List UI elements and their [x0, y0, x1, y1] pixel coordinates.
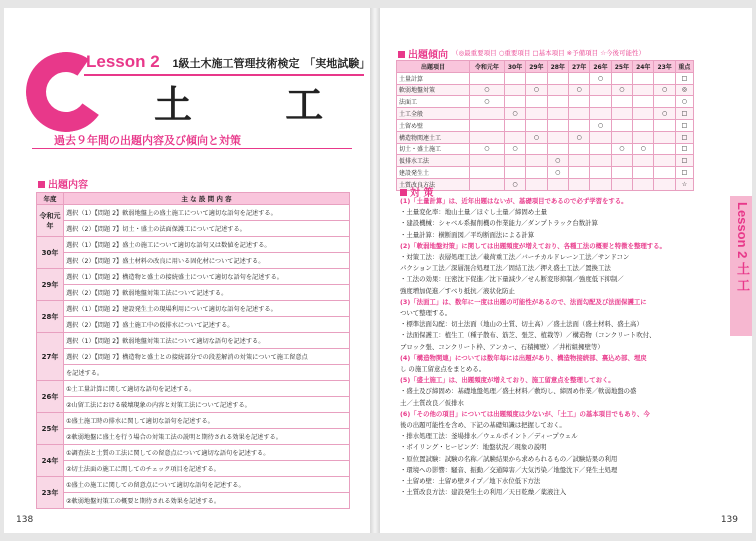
measure-line: ついて整理する。: [400, 309, 452, 318]
measure-line: ・環境への影響：騒音、振動／交通障害／大気汚染／地盤沈下／発生土処理: [400, 465, 618, 474]
year-cell: 29年: [37, 269, 64, 301]
trend-mark: ○: [526, 84, 547, 96]
trend-mark: [568, 155, 589, 167]
trend-mark: [504, 72, 525, 84]
trend-mark: [526, 119, 547, 131]
trend-mark: ○: [470, 143, 505, 155]
trend-mark: [547, 178, 568, 190]
lesson-label: Lesson 2: [86, 52, 160, 71]
question-cell: ①調査法と土質の工法に関しての留意点について適切な語句を記述する。: [64, 445, 350, 461]
trend-mark: [611, 119, 632, 131]
headline-rule: [32, 148, 352, 149]
trend-item-name: 土留め壁: [397, 119, 470, 131]
trend-mark: [590, 167, 611, 179]
trend-mark: ○: [470, 84, 505, 96]
trend-row: [397, 167, 694, 179]
table-row: [37, 221, 350, 237]
trend-mark: [611, 131, 632, 143]
trend-mark: [470, 119, 505, 131]
square-icon: [398, 51, 405, 58]
trend-mark: [547, 72, 568, 84]
measure-line: ・土留め壁：土留め壁タイプ／地下水位低下方法: [400, 477, 541, 486]
trend-mark: [526, 155, 547, 167]
measures-text: [400, 196, 720, 498]
measure-line: ・工法の効果：圧密沈下促進／沈下量減少／せん断変形抑制／強度低下抑制／: [400, 275, 624, 284]
trend-mark: [504, 119, 525, 131]
measure-line: し の施工留意点をまとめる。: [400, 365, 486, 374]
trend-mark: [470, 167, 505, 179]
trend-mark: [504, 167, 525, 179]
trend-mark: [568, 108, 589, 120]
big-title: 土 工: [154, 82, 364, 127]
question-cell: ①土工量計算に関して適切な語句を記述する。: [64, 381, 350, 397]
measure-line: ・排水処理工法：釜場排水／ウェルポイント／ディープウェル: [400, 432, 578, 441]
trend-mark: □: [675, 108, 693, 120]
trend-mark: [590, 143, 611, 155]
trend-item-name: 建設発生土: [397, 167, 470, 179]
question-cell: 選択（2）【問題 7】構造物と盛土との接続部分での段差解消の対策について施工留意点: [64, 349, 350, 365]
trend-mark: [547, 84, 568, 96]
trend-mark: □: [675, 167, 693, 179]
trend-row: [397, 143, 694, 155]
trend-row: [397, 155, 694, 167]
trend-row: [397, 96, 694, 108]
left-page: [4, 8, 370, 533]
year-cell: 25年: [37, 413, 64, 445]
trend-mark: [526, 108, 547, 120]
content-table: [36, 192, 350, 509]
measure-line: ・対策工法：表層処理工法／載荷重工法／バーチカルドレーン工法／サンドコン: [400, 253, 630, 262]
trend-mark: [611, 167, 632, 179]
measure-line: ・建設機械：シャベル系掘削機の作業能力／ダンプトラック台数計算: [400, 219, 598, 228]
trend-mark: [633, 178, 654, 190]
question-cell: 選択（2）【問題 7】盛土施工中の仮排水について記述する。: [64, 317, 350, 333]
trend-mark: [526, 167, 547, 179]
table-row: [37, 301, 350, 317]
trend-mark: [590, 108, 611, 120]
trend-mark: ○: [611, 143, 632, 155]
measure-line: ・土量計算：横断面図／平均断面法による計算: [400, 230, 535, 239]
measure-line: ・標準法面勾配：切土法面（地山の土質、切土高）／盛土法面（盛土材料、盛土高）: [400, 320, 643, 329]
table-row: [37, 285, 350, 301]
trend-mark: [633, 155, 654, 167]
question-cell: ②軟弱地盤に盛土を行う場合の対策工法の説明と期待される効果を記述する。: [64, 429, 350, 445]
table-row: [37, 365, 350, 381]
trend-item-name: 土質改良方法: [397, 178, 470, 190]
trend-title: 出題傾向: [398, 46, 448, 61]
book-gutter: [370, 8, 380, 533]
trend-mark: ○: [675, 96, 693, 108]
trend-mark: [568, 96, 589, 108]
trend-mark: [470, 108, 505, 120]
right-page: [380, 8, 752, 533]
table-row: [37, 205, 350, 221]
trend-mark: □: [675, 131, 693, 143]
trend-mark: [568, 167, 589, 179]
table-row: [37, 461, 350, 477]
trend-mark: [547, 131, 568, 143]
trend-mark: ○: [547, 155, 568, 167]
measure-line: 土／土質改良／仮排水: [400, 398, 464, 407]
trend-item-name: 構造物関連土工: [397, 131, 470, 143]
question-cell: 選択（2）【問題 7】軟弱地盤対策工法について記述する。: [64, 285, 350, 301]
measure-line: (3)「法面工」は、数年に一度は出題の可能性があるので、法面勾配及び法面保護工に: [400, 297, 647, 306]
trend-mark: [654, 143, 675, 155]
trend-row: [397, 108, 694, 120]
question-cell: 選択（1）【問題 2】軟弱地盤上の盛土施工について適切な語句を記述する。: [64, 205, 350, 221]
measure-line: ・原位置試験：試験の名称／試験結果から求められるもの／試験結果の利用: [400, 454, 618, 463]
measure-line: 後の出題可能性を含め、下記の基礎知識は把握しておく。: [400, 421, 566, 430]
trend-mark: □: [675, 72, 693, 84]
trend-mark: [633, 167, 654, 179]
trend-mark: [470, 131, 505, 143]
question-cell: 選択（1）【問題 2】盛土の施工について適切な語句又は数値を記述する。: [64, 237, 350, 253]
trend-mark: [526, 72, 547, 84]
trend-item-name: 仮排水工法: [397, 155, 470, 167]
trend-mark: [504, 96, 525, 108]
year-cell: 24年: [37, 445, 64, 477]
trend-mark: [654, 155, 675, 167]
trend-mark: [547, 96, 568, 108]
table-row: [37, 429, 350, 445]
measure-line: ・盛土及び締固め：基礎地盤処理／盛土材料／敷均し、締固め作業／軟弱地盤の盛: [400, 387, 637, 396]
measure-line: 強度増加促進／すべり抵抗／液状化防止: [400, 286, 515, 295]
question-cell: 選択（2）【問題 7】盛土材料の改良に用いる固化材について記述する。: [64, 253, 350, 269]
trend-mark: [654, 72, 675, 84]
page-number-left: 138: [16, 515, 34, 525]
trend-mark: [547, 108, 568, 120]
measure-line: (6)「その他の項目」については出題頻度は少ないが、「土工」の基本項目でもあり、今: [400, 409, 650, 418]
question-cell: 選択（1）【問題 2】建設発生土の現場利用について適切な語句を記述する。: [64, 301, 350, 317]
measure-line: パクション工法／深層混合処理工法／固結工法／押え盛土工法／置換工法: [400, 264, 611, 273]
question-cell: ①盛土施工時の排水に関して適切な語句を記述する。: [64, 413, 350, 429]
trend-mark: ○: [504, 108, 525, 120]
trend-col-head: 29年: [526, 61, 547, 73]
year-cell: 27年: [37, 333, 64, 381]
table-row: [37, 493, 350, 509]
measure-line: (1)「土量計算」は、近年出題はないが、基礎項目であるので必ず学習をする。: [400, 197, 628, 205]
table-row: [37, 397, 350, 413]
trend-mark: ◎: [675, 84, 693, 96]
trend-mark: [633, 96, 654, 108]
table-row: [37, 333, 350, 349]
table-head-year: 年度: [37, 193, 64, 205]
trend-col-head: 重点: [675, 61, 693, 73]
trend-table: [396, 60, 694, 191]
table-row: [37, 269, 350, 285]
question-cell: 選択（1）【問題 2】軟弱地盤対策工法について適切な語句を記述する。: [64, 333, 350, 349]
trend-mark: [526, 96, 547, 108]
year-cell: 30年: [37, 237, 64, 269]
table-row: [37, 317, 350, 333]
trend-mark: [590, 84, 611, 96]
trend-mark: [526, 178, 547, 190]
trend-mark: ○: [526, 131, 547, 143]
table-row: [37, 253, 350, 269]
trend-mark: [547, 119, 568, 131]
trend-mark: [504, 131, 525, 143]
trend-mark: [590, 131, 611, 143]
measure-line: ・法面保護工：植生工（種子散布、筋芝、張芝、植栽等）／構造物（コンクリート吹付、: [400, 331, 656, 340]
section-title: 出題内容: [38, 176, 88, 191]
trend-mark: [568, 178, 589, 190]
trend-col-head: 26年: [590, 61, 611, 73]
subtitle: 1級土木施工管理技術検定: [172, 58, 300, 70]
measure-line: ・ボイリング・ヒービング：地盤状況／現象の説明: [400, 443, 547, 452]
trend-mark: [470, 178, 505, 190]
trend-mark: ○: [470, 96, 505, 108]
trend-mark: ○: [611, 84, 632, 96]
trend-mark: [654, 119, 675, 131]
trend-mark: □: [675, 143, 693, 155]
trend-mark: ○: [568, 84, 589, 96]
trend-col-head: 27年: [568, 61, 589, 73]
trend-mark: ○: [568, 131, 589, 143]
side-tab: Lesson 2 土 工: [730, 196, 752, 336]
trend-mark: [504, 84, 525, 96]
trend-mark: ☆: [675, 178, 693, 190]
trend-row: [397, 84, 694, 96]
measure-line: ブロック張、コンクリート枠、アンカー、石積擁壁）／井桁組擁壁等）: [400, 342, 604, 351]
year-cell: 23年: [37, 477, 64, 509]
trend-mark: ○: [504, 143, 525, 155]
measure-line: ・土質改良方法：建設発生土の利用／天日乾燥／薬液注入: [400, 488, 567, 497]
trend-mark: [611, 96, 632, 108]
trend-mark: ○: [547, 167, 568, 179]
trend-row: [397, 72, 694, 84]
trend-mark: [611, 178, 632, 190]
question-cell: ②山留工法における破壊現象の内容と対策工法について記述する。: [64, 397, 350, 413]
trend-col-head: 令和元年: [470, 61, 505, 73]
trend-mark: [654, 96, 675, 108]
trend-item-name: 切土・盛土施工: [397, 143, 470, 155]
table-row: [37, 445, 350, 461]
table-row: [37, 477, 350, 493]
table-row: [37, 237, 350, 253]
trend-mark: [633, 119, 654, 131]
trend-mark: [504, 155, 525, 167]
trend-row: [397, 119, 694, 131]
trend-mark: [568, 143, 589, 155]
trend-mark: [590, 96, 611, 108]
trend-mark: ○: [654, 108, 675, 120]
trend-item-name: 土工全般: [397, 108, 470, 120]
measure-line: ・土量変化率：地山土量／ほぐし土量／締固め土量: [400, 208, 547, 217]
year-cell: 28年: [37, 301, 64, 333]
year-cell: 26年: [37, 381, 64, 413]
trend-row: [397, 178, 694, 190]
measure-line: (5)「盛土施工」は、出題頻度が増えており、施工留意点を整理しておく。: [400, 376, 615, 385]
trend-mark: [568, 119, 589, 131]
table-row: [37, 381, 350, 397]
question-cell: ①盛土の施工に関しての留意点について適切な語句を記述する。: [64, 477, 350, 493]
trend-mark: [633, 84, 654, 96]
trend-mark: ○: [590, 72, 611, 84]
trend-mark: [470, 72, 505, 84]
trend-mark: [470, 155, 505, 167]
trend-col-head: 25年: [611, 61, 632, 73]
year-cell: 令和元年: [37, 205, 64, 237]
trend-item-name: 法面工: [397, 96, 470, 108]
trend-mark: [633, 72, 654, 84]
trend-item-name: 土量計算: [397, 72, 470, 84]
trend-mark: ○: [504, 178, 525, 190]
trend-mark: ○: [633, 143, 654, 155]
lesson-heading: [86, 52, 370, 72]
exam-tag: 「実地試験」: [304, 58, 370, 70]
trend-mark: [633, 108, 654, 120]
trend-mark: □: [675, 119, 693, 131]
trend-col-head: 28年: [547, 61, 568, 73]
question-cell: 選択（1）【問題 2】構造物と盛土の接続盛土について適切な語句を記述する。: [64, 269, 350, 285]
trend-mark: [611, 72, 632, 84]
trend-mark: [611, 155, 632, 167]
trend-mark: [590, 178, 611, 190]
square-icon: [400, 189, 407, 196]
trend-mark: [654, 178, 675, 190]
square-icon: [38, 181, 45, 188]
measures-title: 対 策: [400, 184, 433, 199]
table-row: [37, 413, 350, 429]
legend: （◎最重要項目 ○重要項目 □基本項目 ※予備項目 ☆今後可能性）: [452, 49, 646, 57]
trend-row: [397, 131, 694, 143]
trend-item-name: 軟弱地盤対策: [397, 84, 470, 96]
question-cell: ②切土法面の施工に関してのチェック項目を記述する。: [64, 461, 350, 477]
trend-mark: ○: [654, 84, 675, 96]
trend-mark: [654, 131, 675, 143]
trend-mark: [547, 143, 568, 155]
question-cell: を記述する。: [64, 365, 350, 381]
trend-mark: [526, 143, 547, 155]
question-cell: 選択（2）【問題 7】切土・盛土の法面保護工について記述する。: [64, 221, 350, 237]
trend-col-head: 30年: [504, 61, 525, 73]
measure-line: (2)「軟弱地盤対策」に関しては出題頻度が増えており、各種工法の概要と特徴を整理する。: [400, 241, 666, 250]
trend-mark: [633, 131, 654, 143]
table-row: [37, 349, 350, 365]
trend-mark: [568, 72, 589, 84]
trend-mark: [590, 155, 611, 167]
table-head-content: 主 な 設 問 内 容: [64, 193, 350, 205]
trend-mark: [611, 108, 632, 120]
measure-line: (4)「構造物関連」については数年毎には出題があり、構造物接続部、裏込め部、埋戻: [400, 353, 647, 362]
page-number-right: 139: [720, 515, 738, 525]
trend-col-head: 24年: [633, 61, 654, 73]
trend-col-head: 出題項目: [397, 61, 470, 73]
trend-mark: ○: [590, 119, 611, 131]
question-cell: ②軟弱地盤対策工の概要と期待される効果を記述する。: [64, 493, 350, 509]
headline: 過去９年間の出題内容及び傾向と対策: [54, 134, 241, 147]
trend-mark: [654, 167, 675, 179]
trend-mark: □: [675, 155, 693, 167]
trend-col-head: 23年: [654, 61, 675, 73]
